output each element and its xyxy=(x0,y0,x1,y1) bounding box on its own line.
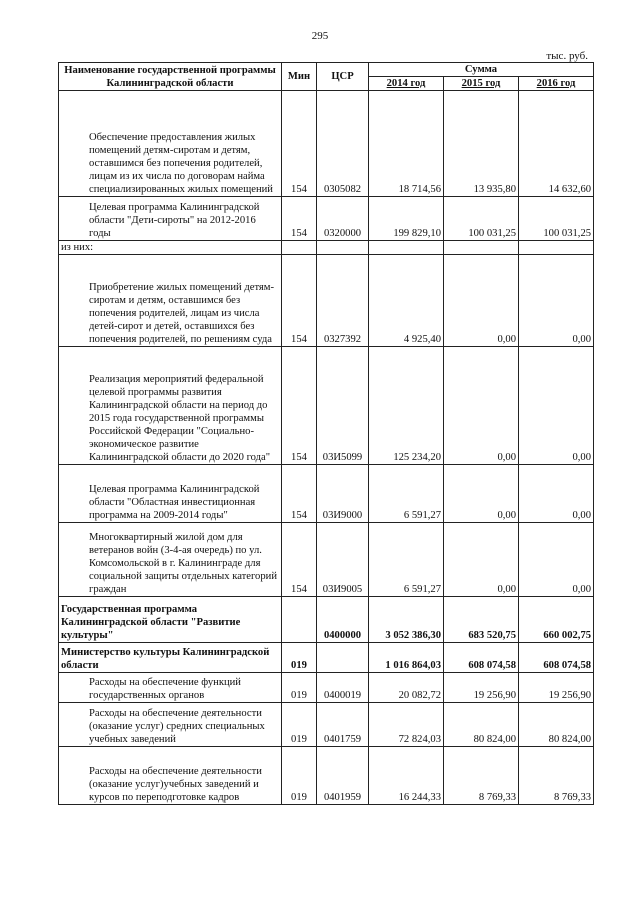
row-csr: 0401959 xyxy=(317,747,369,805)
row-2014: 16 244,33 xyxy=(369,747,444,805)
row-min: 154 xyxy=(282,465,317,523)
row-name: Расходы на обеспечение функций государственных органов xyxy=(59,673,282,703)
row-min: 019 xyxy=(282,673,317,703)
row-min xyxy=(282,597,317,643)
row-2016: 19 256,90 xyxy=(519,673,594,703)
row-min xyxy=(282,241,317,255)
row-2015: 8 769,33 xyxy=(444,747,519,805)
row-name: Целевая программа Калининградской области "Областная инвестиционная программа на 2009-2014 годы" xyxy=(59,465,282,523)
table-row xyxy=(59,241,594,255)
row-name: Многоквартирный жилой дом для ветеранов войн (3-4-ая очередь) по ул. Комсомольской в г. Калининграде для социальной защиты отдельных категорий граждан xyxy=(59,523,282,597)
row-name: из них: xyxy=(59,241,282,255)
row-2016: 660 002,75 xyxy=(519,597,594,643)
row-2016: 80 824,00 xyxy=(519,703,594,747)
row-name: Обеспечение предоставления жилых помещений детям-сиротам и детям, оставшимся без попечения родителей, лицам из их числа по договорам найма специализированных жилых помещений xyxy=(59,91,282,197)
row-2016: 0,00 xyxy=(519,523,594,597)
row-csr: 03И9000 xyxy=(317,465,369,523)
table-row xyxy=(59,673,594,703)
table-row xyxy=(59,747,594,805)
header-2016: 2016 год xyxy=(519,77,594,91)
row-2016: 0,00 xyxy=(519,255,594,347)
row-name: Целевая программа Калининградской области "Дети-сироты" на 2012-2016 годы xyxy=(59,197,282,241)
row-2014: 72 824,03 xyxy=(369,703,444,747)
row-csr: 0400000 xyxy=(317,597,369,643)
table-row xyxy=(59,255,594,347)
row-csr: 0320000 xyxy=(317,197,369,241)
row-2014: 3 052 386,30 xyxy=(369,597,444,643)
row-min: 154 xyxy=(282,523,317,597)
table-row xyxy=(59,91,594,197)
row-2015: 13 935,80 xyxy=(444,91,519,197)
row-2016: 0,00 xyxy=(519,465,594,523)
row-name: Расходы на обеспечение деятельности (оказание услуг) средних специальных учебных заведений xyxy=(59,703,282,747)
header-2014: 2014 год xyxy=(369,77,444,91)
units-label: тыс. руб. xyxy=(546,50,588,62)
row-2014: 20 082,72 xyxy=(369,673,444,703)
row-2016: 8 769,33 xyxy=(519,747,594,805)
row-2016: 100 031,25 xyxy=(519,197,594,241)
row-min: 019 xyxy=(282,643,317,673)
row-2014: 4 925,40 xyxy=(369,255,444,347)
row-name: Приобретение жилых помещений детям-сиротам и детям, оставшимся без попечения родителей, лицам из числа детей-сирот и детей, оставшихся без попечения родителей, по решениям суда xyxy=(59,255,282,347)
row-2015: 80 824,00 xyxy=(444,703,519,747)
row-2015: 0,00 xyxy=(444,523,519,597)
row-csr: 0400019 xyxy=(317,673,369,703)
row-csr: 03И5099 xyxy=(317,347,369,465)
row-min: 154 xyxy=(282,255,317,347)
budget-table xyxy=(58,62,594,805)
row-2015: 0,00 xyxy=(444,255,519,347)
row-min: 019 xyxy=(282,747,317,805)
header-sum: Сумма xyxy=(369,63,594,77)
row-csr xyxy=(317,643,369,673)
row-2015: 0,00 xyxy=(444,347,519,465)
row-2015: 608 074,58 xyxy=(444,643,519,673)
row-2014: 18 714,56 xyxy=(369,91,444,197)
row-csr: 03И9005 xyxy=(317,523,369,597)
row-csr: 0305082 xyxy=(317,91,369,197)
page-number: 295 xyxy=(311,30,329,42)
table-row xyxy=(59,197,594,241)
table-row xyxy=(59,643,594,673)
table-row xyxy=(59,703,594,747)
header-csr: ЦСР xyxy=(317,63,369,91)
row-2016: 14 632,60 xyxy=(519,91,594,197)
row-min: 154 xyxy=(282,197,317,241)
table-row xyxy=(59,465,594,523)
row-2016 xyxy=(519,241,594,255)
row-2014: 125 234,20 xyxy=(369,347,444,465)
row-2014: 6 591,27 xyxy=(369,465,444,523)
row-2015: 683 520,75 xyxy=(444,597,519,643)
row-csr xyxy=(317,241,369,255)
row-min: 019 xyxy=(282,703,317,747)
row-2014: 1 016 864,03 xyxy=(369,643,444,673)
row-name: Государственная программа Калининградской области "Развитие культуры" xyxy=(59,597,282,643)
table-row xyxy=(59,523,594,597)
table-row xyxy=(59,597,594,643)
row-min: 154 xyxy=(282,347,317,465)
row-2014: 199 829,10 xyxy=(369,197,444,241)
row-csr: 0401759 xyxy=(317,703,369,747)
row-min: 154 xyxy=(282,91,317,197)
row-2015: 100 031,25 xyxy=(444,197,519,241)
row-2016: 0,00 xyxy=(519,347,594,465)
row-2014: 6 591,27 xyxy=(369,523,444,597)
row-2016: 608 074,58 xyxy=(519,643,594,673)
row-name: Реализация мероприятий федеральной целевой программы развития Калининградской области на период до 2015 года государственной программы Российской Федерации "Социально-экономическое развитие Калининградской области до 2020 года" xyxy=(59,347,282,465)
row-2015 xyxy=(444,241,519,255)
row-name: Расходы на обеспечение деятельности (оказание услуг)учебных заведений и курсов по переподготовке кадров xyxy=(59,747,282,805)
table-row xyxy=(59,347,594,465)
header-min: Мин xyxy=(282,63,317,91)
row-2015: 0,00 xyxy=(444,465,519,523)
row-2015: 19 256,90 xyxy=(444,673,519,703)
row-csr: 0327392 xyxy=(317,255,369,347)
header-2015: 2015 год xyxy=(444,77,519,91)
row-name: Министерство культуры Калининградской области xyxy=(59,643,282,673)
header-name: Наименование государственной программы Калининградской области xyxy=(59,63,282,91)
row-2014 xyxy=(369,241,444,255)
